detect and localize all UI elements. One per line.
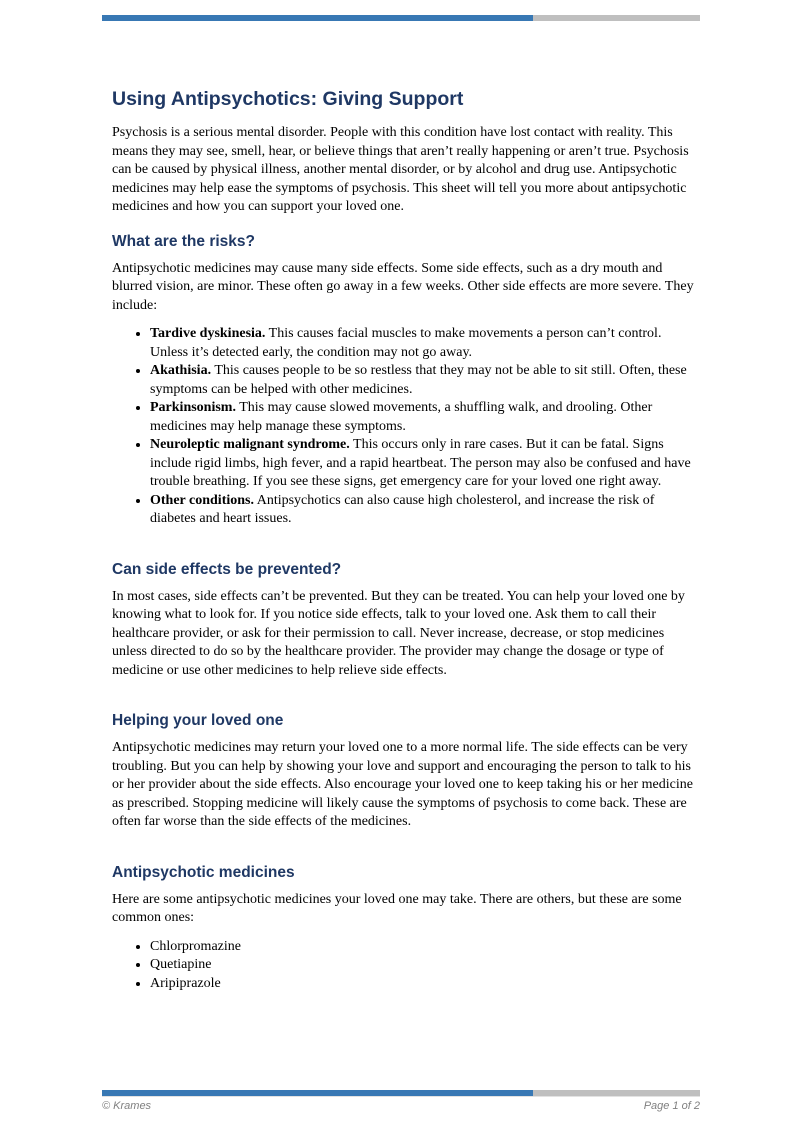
list-item — [150, 436, 700, 492]
list-item — [150, 325, 700, 362]
bullet-text: Antipsychotics can also cause high cholesterol, and increase the risk of diabetes and heart issues. — [150, 492, 655, 526]
intro-paragraph: Psychosis is a serious mental disorder. People with this condition have lost contact with reality. This means they may see, smell, hear, or believe things that aren’t really happening or aren’t true. Psychosis can be caused by physical illness, another mental disorder, or by alcohol and drug use. Antipsychotic medicines may help ease the symptoms of psychosis. This sheet will tell you more about antipsychotic medicines and how you can support your loved one. — [112, 125, 689, 214]
prevention-paragraph: In most cases, side effects can’t be prevented. But they can be treated. You can help your loved one by knowing what to look for. If you notice side effects, talk to your loved one. Ask them to call their healthcare provider, or ask for their permission to call. Never increase, decrease, or stop medicines unless directed to do so by the healthcare provider. The provider may change the dosage or type of medicine or use other medicines to help relieve side effects. — [112, 588, 685, 678]
bullet-text: This causes facial muscles to make movements a person can’t control. Unless it’s detected early, the condition may not go away. — [150, 326, 662, 360]
bullet-lead: Neuroleptic malignant syndrome. — [150, 437, 350, 452]
medicines-paragraph: Here are some antipsychotic medicines your loved one may take. There are others, but these are some common ones: — [112, 891, 682, 925]
side-effects-list — [112, 325, 700, 529]
footer-bar-gray-segment — [533, 1090, 700, 1096]
section-heading-helping: Helping your loved one — [112, 712, 284, 729]
bullet-lead: Tardive dyskinesia. — [150, 326, 266, 341]
list-item — [150, 399, 700, 436]
page-footer — [102, 1090, 700, 1112]
document-content — [112, 0, 700, 1005]
footer-copyright: © Krames — [102, 1100, 152, 1112]
bullet-text: This occurs only in rare cases. But it can be fatal. Signs include rigid limbs, high fever, and a rapid heartbeat. The person may also be confused and have trouble breathing. If you see these signs, get emergency care for your loved one right away. — [150, 437, 691, 489]
footer-bar-blue-segment — [102, 1090, 533, 1096]
footer-bar — [102, 1090, 700, 1096]
bullet-text: This may cause slowed movements, a shuffling walk, and drooling. Other medicines may help manage these symptoms. — [150, 400, 653, 434]
footer-hairline — [102, 1096, 700, 1097]
page-title: Using Antipsychotics: Giving Support — [112, 88, 464, 110]
risks-paragraph: Antipsychotic medicines may cause many side effects. Some side effects, such as a dry mouth and blurred vision, are minor. These often go away in a few weeks. Other side effects are more severe. They include: — [112, 260, 694, 313]
list-item — [150, 492, 700, 529]
bullet-text: This causes people to be so restless that they may not be able to sit still. Often, these symptoms can be helped with other medicines. — [150, 363, 687, 397]
medicines-list — [112, 938, 700, 994]
list-item: • Chlorpromazine — [150, 938, 700, 957]
footer-page-number: Page 1 of 2 — [643, 1100, 700, 1112]
section-heading-medicines: Antipsychotic medicines — [112, 863, 295, 881]
list-item: • Quetiapine — [150, 956, 700, 975]
section-heading-risks: What are the risks? — [112, 232, 255, 250]
list-item — [150, 362, 700, 399]
list-item: • Aripiprazole — [150, 975, 700, 994]
section-heading-prevention: Can side effects be prevented? — [112, 560, 342, 578]
footer-text-row — [102, 1100, 700, 1112]
bullet-lead: Akathisia. — [150, 363, 212, 378]
bullet-lead: Other conditions. — [150, 492, 254, 508]
helping-paragraph: Antipsychotic medicines may return your loved one to a more normal life. The side effects can be very troubling. But you can help by showing your love and support and encouraging the person to talk to his or her provider about the side effects. Also encourage your loved one to keep taking his or her medicine as prescribed. Stopping medicine will likely cause the symptoms of psychosis to come back. These are often far worse than the side effects of the medicines. — [112, 740, 693, 829]
bullet-lead: Parkinsonism. — [150, 400, 236, 415]
